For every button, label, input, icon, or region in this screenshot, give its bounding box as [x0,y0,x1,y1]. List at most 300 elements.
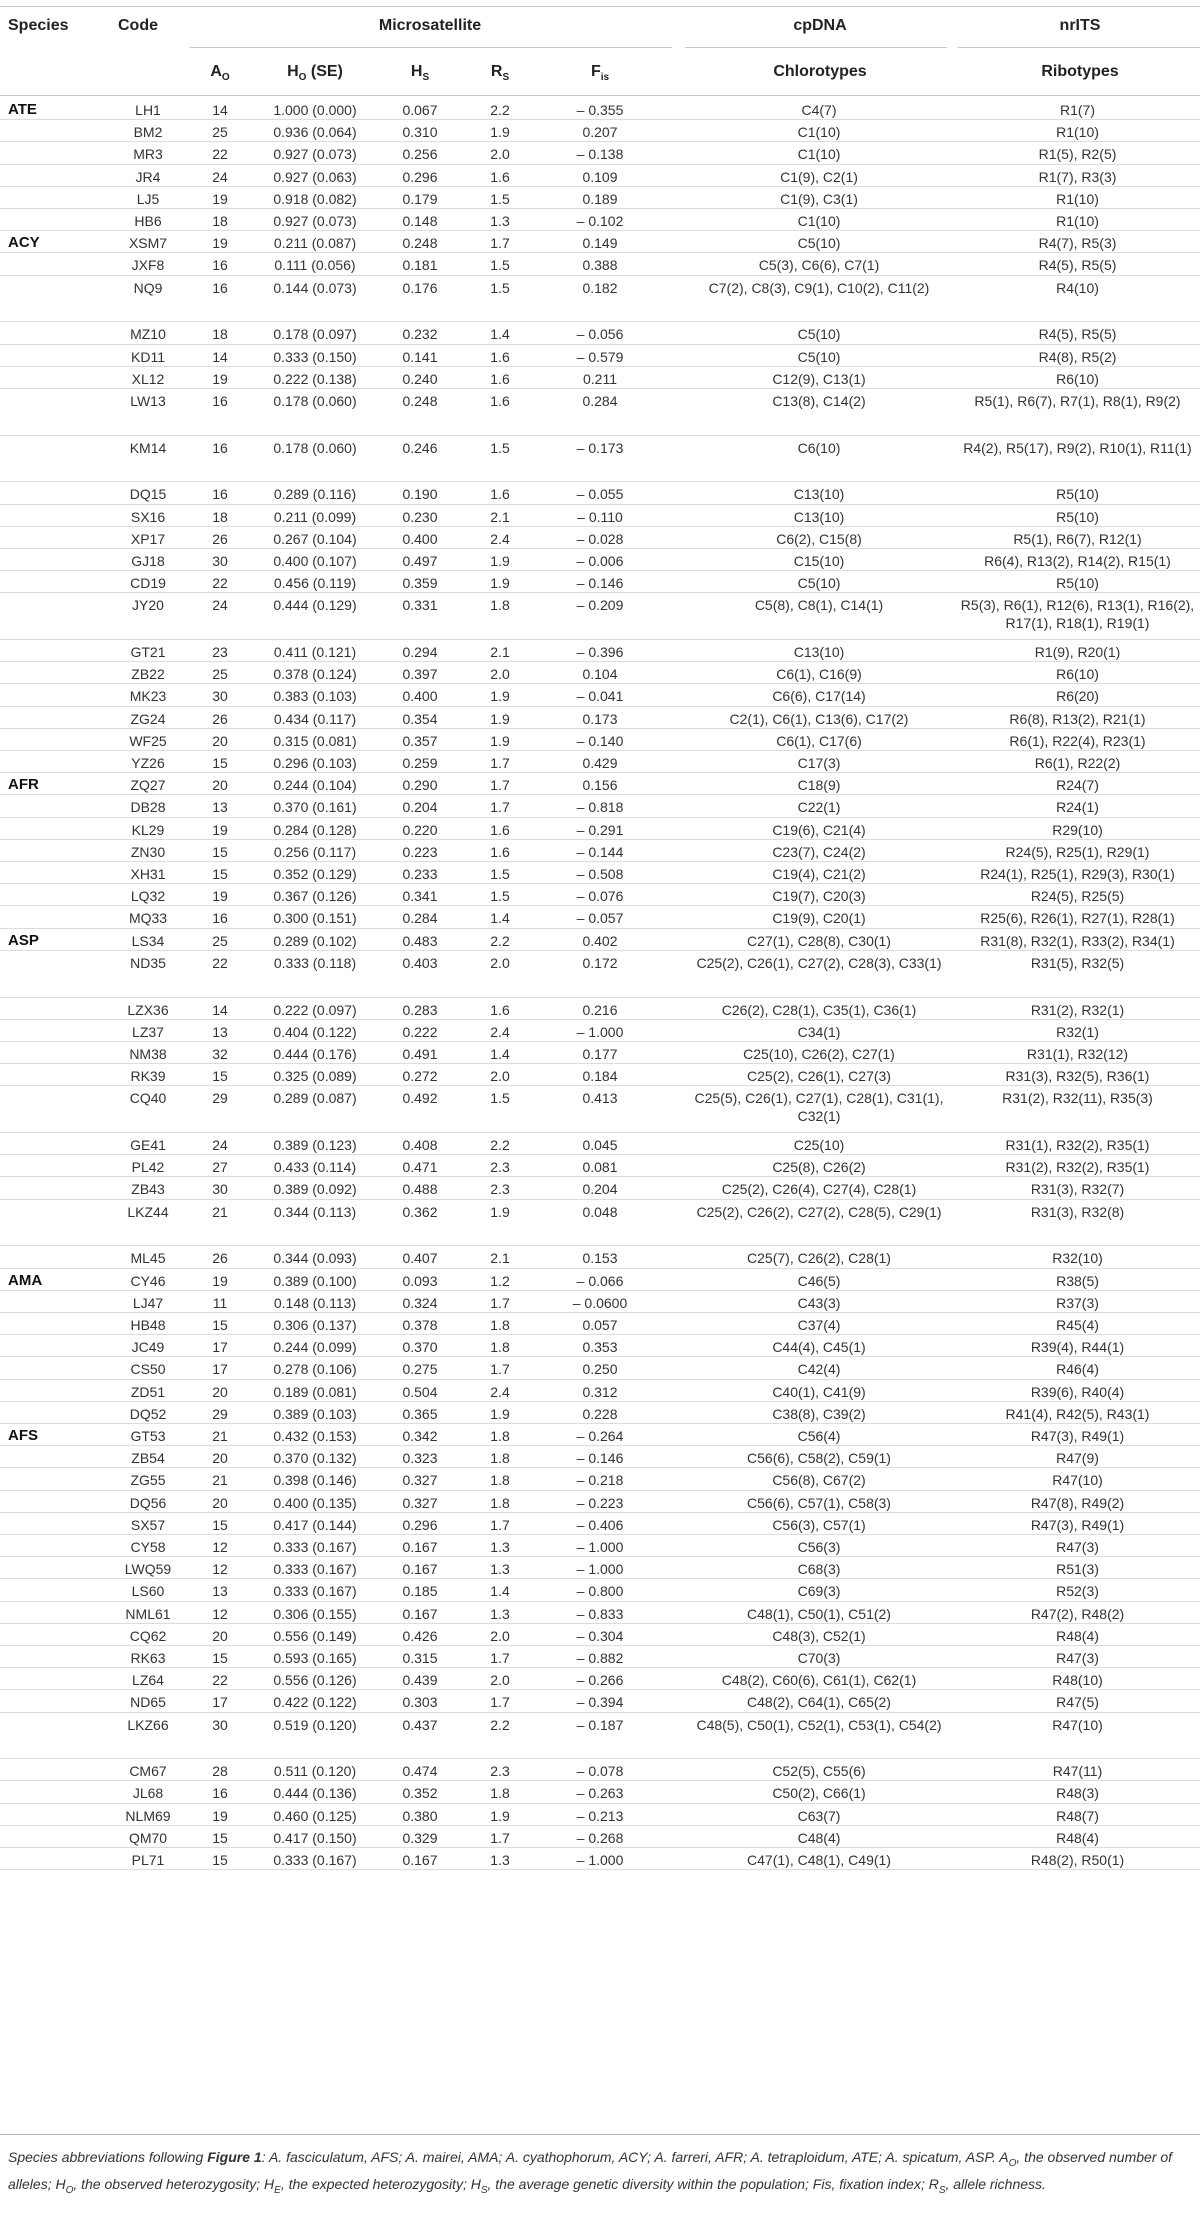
ho-cell: 0.222 (0.097) [273,1001,357,1018]
rs-cell: 1.3 [490,1538,510,1555]
fis-cell: 0.109 [582,168,618,185]
chlorotypes-cell: C48(2), C64(1), C65(2) [747,1694,891,1711]
fis-cell: – 0.055 [576,486,624,503]
table-row [0,593,1200,640]
code-cell: GT21 [130,644,166,660]
chlorotypes-cell: C18(9) [797,777,841,794]
ribotypes-cell: R31(8), R32(1), R33(2), R34(1) [980,932,1175,949]
fis-cell: – 0.209 [576,597,624,614]
fis-cell: – 0.579 [576,348,624,365]
rs-cell: 1.8 [490,1450,510,1467]
table-row [0,1826,1200,1848]
ho-cell: 0.278 (0.106) [273,1361,357,1378]
code-cell: JC49 [131,1339,165,1356]
fis-cell: 0.156 [582,777,618,794]
table-row [0,884,1200,906]
ribotypes-cell: R5(1), R6(7), R7(1), R8(1), R9(2) [974,392,1181,409]
rs-cell: 1.7 [490,1649,510,1666]
code-cell: NM38 [129,1045,167,1062]
table-row [0,571,1200,593]
table-row [0,1690,1200,1712]
ao-cell: 22 [212,954,228,971]
table-row [0,1646,1200,1668]
chlorotypes-cell: C5(10) [797,575,841,592]
code-cell: LS34 [131,932,165,949]
fis-cell: – 0.800 [576,1583,624,1600]
table-row [0,276,1200,323]
fis-cell: – 0.146 [576,575,624,592]
code-cell: LQ32 [130,888,166,905]
hs-cell: 0.408 [402,1137,438,1153]
fis-cell: 0.312 [582,1383,618,1400]
code-cell: ZQ27 [130,777,166,794]
rs-cell: 1.5 [490,888,510,905]
ho-cell: 0.400 (0.135) [273,1494,357,1511]
rule-microsatellite [190,47,672,48]
ao-cell: 16 [212,910,228,927]
table-row [0,707,1200,729]
rs-cell: 1.9 [490,552,510,569]
table-row [0,1133,1200,1155]
hs-cell: 0.324 [402,1294,438,1311]
rs-cell: 1.6 [490,392,510,409]
ho-cell: 0.417 (0.144) [273,1516,357,1533]
code-cell: LKZ44 [127,1203,169,1220]
ho-cell: 0.434 (0.117) [273,710,357,727]
ao-cell: 25 [212,932,228,949]
ao-cell: 26 [212,1250,228,1267]
rs-cell: 2.1 [490,1250,510,1267]
rs-cell: 1.5 [490,279,510,296]
ribotypes-cell: R31(1), R32(2), R35(1) [1005,1137,1150,1153]
header-bottom-rule [0,95,1200,96]
ho-cell: 0.244 (0.104) [273,777,357,794]
rs-cell: 1.9 [490,710,510,727]
ho-cell: 0.111 (0.056) [274,257,356,274]
hs-cell: 0.327 [402,1494,438,1511]
table-row [0,1713,1200,1760]
ao-cell: 25 [212,666,228,683]
ho-cell: 0.433 (0.114) [273,1159,357,1176]
ao-cell: 15 [212,1852,228,1868]
hs-cell: 0.167 [402,1605,438,1622]
ao-cell: 20 [212,1494,228,1511]
code-cell: CQ62 [129,1627,167,1644]
rs-cell: 1.9 [490,124,510,141]
ho-cell: 0.444 (0.136) [273,1785,357,1802]
ribotypes-cell: R39(4), R44(1) [1030,1339,1125,1356]
chlorotypes-cell: C23(7), C24(2) [772,843,866,860]
ribotypes-cell: R1(10) [1056,190,1099,207]
hs-cell: 0.315 [402,1649,438,1666]
ho-cell: 0.367 (0.126) [273,888,357,905]
ribotypes-cell: R4(7), R5(3) [1038,235,1117,252]
ribotypes-cell: R1(10) [1056,213,1099,229]
ribotypes-cell: R1(7) [1059,102,1095,118]
ao-cell: 18 [212,326,228,343]
ho-cell: 0.211 (0.099) [273,508,357,525]
rs-cell: 1.6 [490,168,510,185]
ribotypes-cell: R31(2), R32(2), R35(1) [1005,1159,1150,1176]
ho-cell: 0.300 (0.151) [273,910,357,927]
ao-cell: 15 [212,1068,228,1085]
fis-cell: – 0.066 [576,1272,624,1289]
ribotypes-cell: R4(2), R5(17), R9(2), R10(1), R11(1) [963,439,1192,456]
rs-cell: 2.1 [490,644,510,660]
ao-cell: 15 [212,755,228,771]
chlorotypes-cell: C19(4), C21(2) [772,866,866,882]
hs-cell: 0.303 [402,1694,438,1711]
code-cell: JXF8 [131,257,165,274]
hs-cell: 0.284 [402,910,438,927]
code-cell: KL29 [131,821,165,838]
ribotypes-cell: R5(3), R6(1), R12(6), R13(1), R16(2), R17(1), R18(1), R19(1) [960,597,1195,632]
ao-cell: 15 [212,1649,228,1666]
rs-cell: 1.8 [490,1785,510,1802]
fis-cell: – 0.223 [576,1494,624,1511]
chlorotypes-cell: C48(1), C50(1), C51(2) [747,1605,891,1622]
table-row [0,187,1200,209]
table-row [0,1535,1200,1557]
chlorotypes-cell: C63(7) [797,1807,841,1824]
fis-cell: – 0.078 [576,1763,624,1780]
chlorotypes-cell: C1(10) [797,146,841,163]
table-row [0,549,1200,571]
ho-cell: 0.325 (0.089) [273,1068,357,1085]
hs-cell: 0.185 [402,1583,438,1600]
hs-cell: 0.176 [402,279,438,296]
chlorotypes-cell: C1(9), C2(1) [780,168,858,185]
fis-cell: 0.104 [582,666,618,683]
hs-cell: 0.233 [402,866,438,882]
table-row [0,1313,1200,1335]
table-row [0,436,1200,483]
chlorotypes-cell: C56(4) [797,1427,841,1444]
ribotypes-cell: R52(3) [1056,1583,1099,1600]
code-cell: SX16 [130,508,166,525]
ribotypes-cell: R6(10) [1056,370,1099,387]
ho-cell: 0.511 (0.120) [273,1763,357,1780]
hs-cell: 0.167 [402,1852,438,1868]
fis-cell: – 0.833 [576,1605,624,1622]
fis-cell: 0.388 [582,257,618,274]
code-cell: ML45 [130,1250,166,1267]
table-row [0,1402,1200,1424]
fis-cell: 0.184 [582,1068,618,1085]
ao-cell: 19 [212,1272,228,1289]
ho-cell: 0.389 (0.092) [273,1181,357,1198]
fis-cell: – 0.263 [576,1785,624,1802]
code-cell: DQ52 [129,1405,167,1422]
ribotypes-cell: R47(3), R49(1) [1030,1427,1125,1444]
chlorotypes-cell: C34(1) [797,1023,841,1040]
ao-cell: 19 [212,235,228,252]
code-cell: NQ9 [133,279,163,296]
ao-cell: 13 [212,799,228,816]
ao-cell: 14 [212,348,228,365]
chlorotypes-cell: C52(5), C55(6) [772,1763,866,1780]
ho-cell: 0.927 (0.073) [273,146,357,163]
rs-cell: 2.3 [490,1181,510,1198]
code-cell: GJ18 [131,552,165,569]
ribotypes-cell: R31(2), R32(11), R35(3) [1002,1090,1153,1107]
ao-cell: 29 [212,1090,228,1107]
ribotypes-cell: R6(20) [1056,688,1099,705]
hs-cell: 0.296 [402,168,438,185]
table-row [0,773,1200,795]
rs-cell: 1.5 [490,1090,510,1107]
rs-cell: 1.6 [490,486,510,503]
ho-cell: 0.344 (0.113) [273,1203,357,1220]
ho-cell: 0.556 (0.149) [273,1627,357,1644]
chlorotypes-cell: C13(10) [793,486,845,503]
ribotypes-cell: R41(4), R42(5), R43(1) [1005,1405,1150,1422]
table-row [0,1759,1200,1781]
ho-cell: 0.267 (0.104) [273,530,357,547]
hs-cell: 0.323 [402,1450,438,1467]
hs-cell: 0.342 [402,1427,438,1444]
ho-cell: 0.148 (0.113) [273,1294,357,1311]
ribotypes-cell: R47(11) [1052,1763,1103,1780]
ho-cell: 0.344 (0.093) [273,1250,357,1267]
ho-cell: 0.370 (0.161) [273,799,357,816]
rs-cell: 2.0 [490,1672,510,1689]
ribotypes-cell: R45(4) [1056,1316,1099,1333]
table-row [0,951,1200,998]
rs-cell: 1.5 [490,439,510,456]
fis-cell: 0.228 [582,1405,618,1422]
table-row [0,751,1200,773]
code-cell: JY20 [132,597,164,614]
rs-cell: 1.5 [490,190,510,207]
ribotypes-cell: R48(10) [1052,1672,1103,1689]
table-row [0,505,1200,527]
rs-cell: 1.8 [490,1316,510,1333]
fis-cell: – 0.268 [576,1829,624,1846]
ao-cell: 15 [212,843,228,860]
hs-cell: 0.167 [402,1538,438,1555]
chlorotypes-cell: C48(3), C52(1) [772,1627,866,1644]
rs-cell: 1.7 [490,1294,510,1311]
ribotypes-cell: R48(7) [1056,1807,1099,1824]
ao-cell: 17 [212,1694,228,1711]
code-cell: JR4 [135,168,161,185]
chlorotypes-cell: C19(9), C20(1) [772,910,866,927]
chlorotypes-cell: C42(4) [797,1361,841,1378]
chlorotypes-cell: C37(4) [797,1316,841,1333]
ho-cell: 0.306 (0.155) [273,1605,357,1622]
ribotypes-cell: R48(4) [1056,1829,1099,1846]
chlorotypes-cell: C25(2), C26(1), C27(3) [747,1068,891,1085]
ao-cell: 20 [212,1627,228,1644]
ho-cell: 0.918 (0.082) [273,190,357,207]
code-cell: YZ26 [131,755,165,771]
bottom-rule [0,2134,1200,2135]
ribotypes-cell: R47(9) [1056,1450,1099,1467]
ho-cell: 0.178 (0.060) [273,439,357,456]
ao-cell: 18 [212,213,228,229]
fis-cell: – 0.266 [576,1672,624,1689]
code-cell: MQ33 [128,910,168,927]
code-cell: ZD51 [130,1383,166,1400]
code-cell: BM2 [133,124,163,141]
hs-cell: 0.148 [402,213,438,229]
ribotypes-cell: R24(5), R25(1), R29(1) [1005,843,1150,860]
hs-cell: 0.294 [402,644,438,660]
code-cell: XP17 [130,530,166,547]
ho-cell: 0.519 (0.120) [273,1716,357,1733]
code-cell: ZG24 [130,710,166,727]
chlorotypes-cell: C56(6), C57(1), C58(3) [747,1494,891,1511]
hs-cell: 0.222 [402,1023,438,1040]
ao-cell: 13 [212,1583,228,1600]
table-row [0,729,1200,751]
table-row [0,1579,1200,1601]
ao-cell: 21 [212,1427,228,1444]
table-row [0,840,1200,862]
table-row [0,1357,1200,1379]
fis-cell: – 0.028 [576,530,624,547]
fis-cell: – 0.264 [576,1427,624,1444]
table-row [0,662,1200,684]
rs-cell: 1.9 [490,1405,510,1422]
rs-cell: 2.1 [490,508,510,525]
species-cell: ASP [8,931,39,949]
ho-cell: 0.178 (0.060) [273,392,357,409]
fis-cell: 0.204 [582,1181,618,1198]
ho-cell: 0.333 (0.118) [273,954,357,971]
rs-cell: 2.0 [490,954,510,971]
table-row [0,1291,1200,1313]
hs-cell: 0.357 [402,732,438,749]
rs-cell: 1.3 [490,1852,510,1868]
fis-cell: – 0.818 [576,799,624,816]
fis-cell: 0.211 [583,370,617,387]
ao-cell: 29 [212,1405,228,1422]
ao-cell: 15 [212,866,228,882]
hs-cell: 0.354 [402,710,438,727]
chlorotypes-cell: C43(3) [797,1294,841,1311]
fis-cell: 0.153 [582,1250,618,1267]
species-cell: AMA [8,1271,43,1289]
chlorotypes-cell: C25(10), C26(2), C27(1) [743,1045,895,1062]
code-cell: QM70 [128,1829,168,1846]
hs-cell: 0.407 [402,1250,438,1267]
hs-cell: 0.497 [402,552,438,569]
hs-cell: 0.204 [402,799,438,816]
fis-cell: 0.045 [582,1137,618,1153]
code-cell: CD19 [130,575,166,592]
code-cell: XH31 [130,866,166,882]
fis-cell: 0.429 [582,755,618,771]
ao-cell: 16 [212,392,228,409]
code-cell: PL71 [131,1852,165,1868]
chlorotypes-cell: C5(8), C8(1), C14(1) [754,597,884,614]
ribotypes-cell: R4(5), R5(5) [1038,326,1117,343]
ribotypes-cell: R47(8), R49(2) [1030,1494,1125,1511]
code-cell: CQ40 [129,1090,167,1107]
code-cell: XSM7 [128,235,168,252]
rs-cell: 2.2 [490,932,510,949]
fis-cell: – 0.041 [576,688,624,705]
hs-cell: 0.230 [402,508,438,525]
chlorotypes-cell: C56(6), C58(2), C59(1) [747,1450,891,1467]
rs-cell: 1.3 [490,1605,510,1622]
table-row [0,1557,1200,1579]
rs-cell: 1.8 [490,1427,510,1444]
fis-cell: – 0.882 [576,1649,624,1666]
code-cell: PL42 [131,1159,165,1176]
code-cell: KD11 [131,348,165,365]
fis-cell: 0.048 [582,1203,618,1220]
code-cell: LJ47 [132,1294,164,1311]
rs-cell: 2.0 [490,1068,510,1085]
ao-cell: 22 [212,146,228,163]
ho-cell: 0.398 (0.146) [273,1472,357,1489]
fis-cell: – 0.056 [576,326,624,343]
code-cell: NML61 [125,1605,171,1622]
ao-cell: 24 [212,168,228,185]
fis-cell: 0.250 [582,1361,618,1378]
ribotypes-cell: R37(3) [1056,1294,1099,1311]
rs-cell: 1.5 [490,257,510,274]
chlorotypes-cell: C6(1), C17(6) [776,732,862,749]
ribotypes-cell: R47(3) [1056,1538,1099,1555]
rs-cell: 1.7 [490,1516,510,1533]
hs-cell: 0.370 [402,1339,438,1356]
ao-cell: 16 [212,257,228,274]
species-cell: AFR [8,776,39,794]
header-nrits: nrITS [1059,17,1101,34]
table-row [0,1020,1200,1042]
chlorotypes-cell: C56(8), C67(2) [772,1472,866,1489]
fis-cell: 0.081 [582,1159,618,1176]
ribotypes-cell: R24(1), R25(1), R29(3), R30(1) [980,866,1175,882]
rs-cell: 2.3 [490,1763,510,1780]
fis-cell: 0.353 [582,1339,618,1356]
ao-cell: 20 [212,732,228,749]
code-cell: MK23 [129,688,167,705]
ao-cell: 14 [212,102,228,118]
chlorotypes-cell: C48(2), C60(6), C61(1), C62(1) [721,1672,917,1689]
ribotypes-cell: R1(5), R2(5) [1038,146,1117,163]
chlorotypes-cell: C6(1), C16(9) [776,666,862,683]
ho-cell: 0.389 (0.123) [273,1137,357,1153]
header-ao: $A_O$ [210,63,230,84]
ribotypes-cell: R1(10) [1056,124,1099,141]
table-row [0,1624,1200,1646]
ribotypes-cell: R5(1), R6(7), R12(1) [1013,530,1142,547]
fis-cell: – 0.102 [576,213,624,229]
rs-cell: 1.9 [490,575,510,592]
ho-cell: 0.289 (0.116) [273,486,357,503]
fis-cell: – 0.110 [577,508,623,525]
chlorotypes-cell: C25(2), C26(2), C27(2), C28(5), C29(1) [696,1203,942,1220]
table-row [0,906,1200,928]
hs-cell: 0.259 [402,755,438,771]
code-cell: ZB54 [131,1450,165,1467]
hs-cell: 0.341 [402,888,438,905]
code-cell: CY46 [130,1272,166,1289]
species-cell: ACY [8,234,40,252]
ribotypes-cell: R24(5), R25(5) [1030,888,1125,905]
chlorotypes-cell: C6(6), C17(14) [772,688,866,705]
ho-cell: 0.296 (0.103) [273,755,357,771]
fis-cell: – 0.057 [576,910,624,927]
rs-cell: 2.4 [490,530,510,547]
fis-cell: 0.177 [582,1045,618,1062]
header-species: Species [8,17,69,34]
